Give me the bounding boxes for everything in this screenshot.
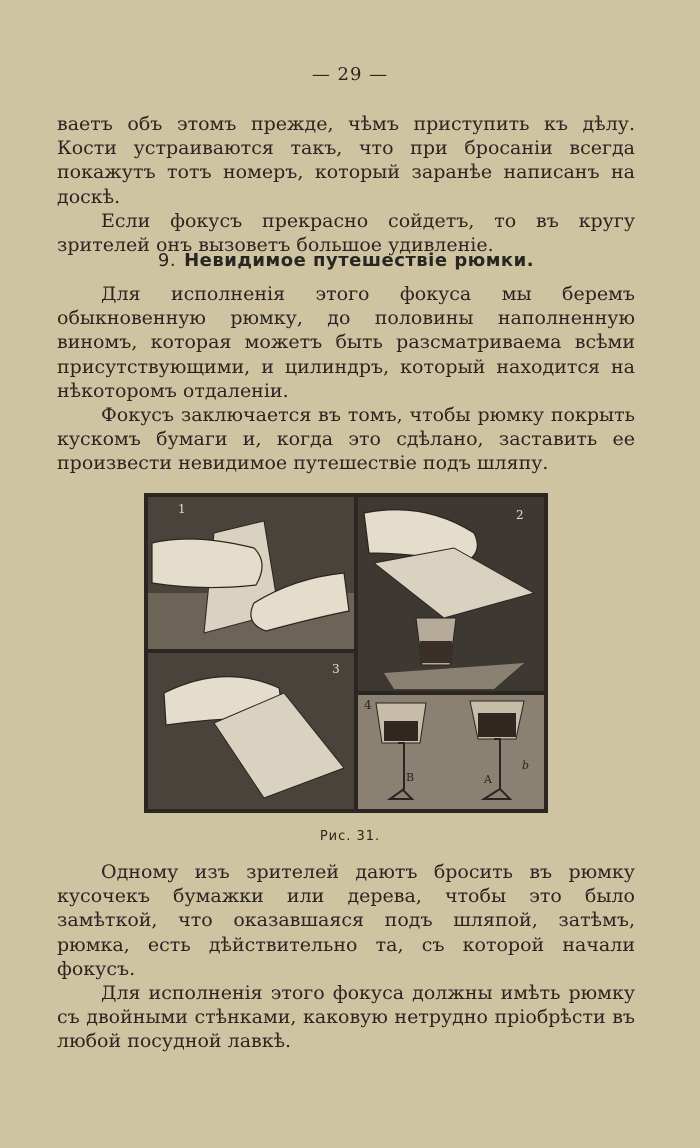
paragraph: Одному изъ зрителей даютъ бросить въ рюмку кусочекъ бумажки или дерева, чтобы это было замѣткой, что оказавшаяся подъ шляпой, затѣмъ, рюмка, есть дѣйствительно та, съ которой начали фокусъ.: [57, 861, 635, 980]
page-number: — 29 —: [311, 64, 389, 85]
hand-left-shape: [152, 539, 262, 588]
bottom-text-block: [57, 860, 635, 1054]
paragraph: Для исполненія этого фокуса должны имѣть рюмку съ двойными стѣнками, каковую нетрудно пріобрѣсти въ любой посудной лавкѣ.: [57, 982, 635, 1053]
panel-label-4: 4: [364, 698, 372, 712]
paragraph: Для исполненія этого фокуса мы беремъ обыкновенную рюмку, до половины наполненную виномъ, которая можетъ быть разсматриваема всѣми присутствующими, и цилиндръ, который находится на нѣкоторомъ отдаленіи.: [57, 283, 635, 402]
wine-shape: [420, 641, 452, 663]
glass-label-b: B: [406, 771, 415, 784]
middle-text-block: [57, 282, 635, 476]
section-title: Невидимое путешествіе рюмки.: [184, 250, 535, 271]
paragraph-continued: ваетъ объ этомъ прежде, чѣмъ приступить къ дѣлу. Кости устраиваются такъ, что при бросаніи всегда покажутъ тотъ номеръ, который заранѣе написанъ на доскѣ.: [57, 113, 635, 208]
glass-inner-wine-shape: [478, 713, 516, 737]
top-text-block: [57, 112, 635, 257]
glass-label-a: A: [484, 773, 492, 786]
glass-label-small-b: b: [522, 759, 530, 772]
paragraph: Фокусъ заключается въ томъ, чтобы рюмку покрыть кускомъ бумаги и, когда это сдѣлано, заставить ее произвести невидимое путешествіе подъ шляпу.: [57, 404, 635, 475]
glass-outer-wine-shape: [384, 721, 418, 741]
panel-label-2: 2: [516, 508, 524, 522]
section-heading: [57, 250, 635, 271]
figure-illustration: [144, 493, 548, 813]
paragraph: Если фокусъ прекрасно сойдетъ, то въ кругу зрителей онъ вызоветъ большое удивленіе.: [57, 209, 635, 257]
panel-label-1: 1: [178, 502, 186, 516]
figure-caption: Рис. 31.: [319, 829, 381, 844]
section-number: 9.: [157, 250, 177, 271]
panel-label-3: 3: [332, 662, 340, 676]
figure-svg: [144, 493, 548, 813]
